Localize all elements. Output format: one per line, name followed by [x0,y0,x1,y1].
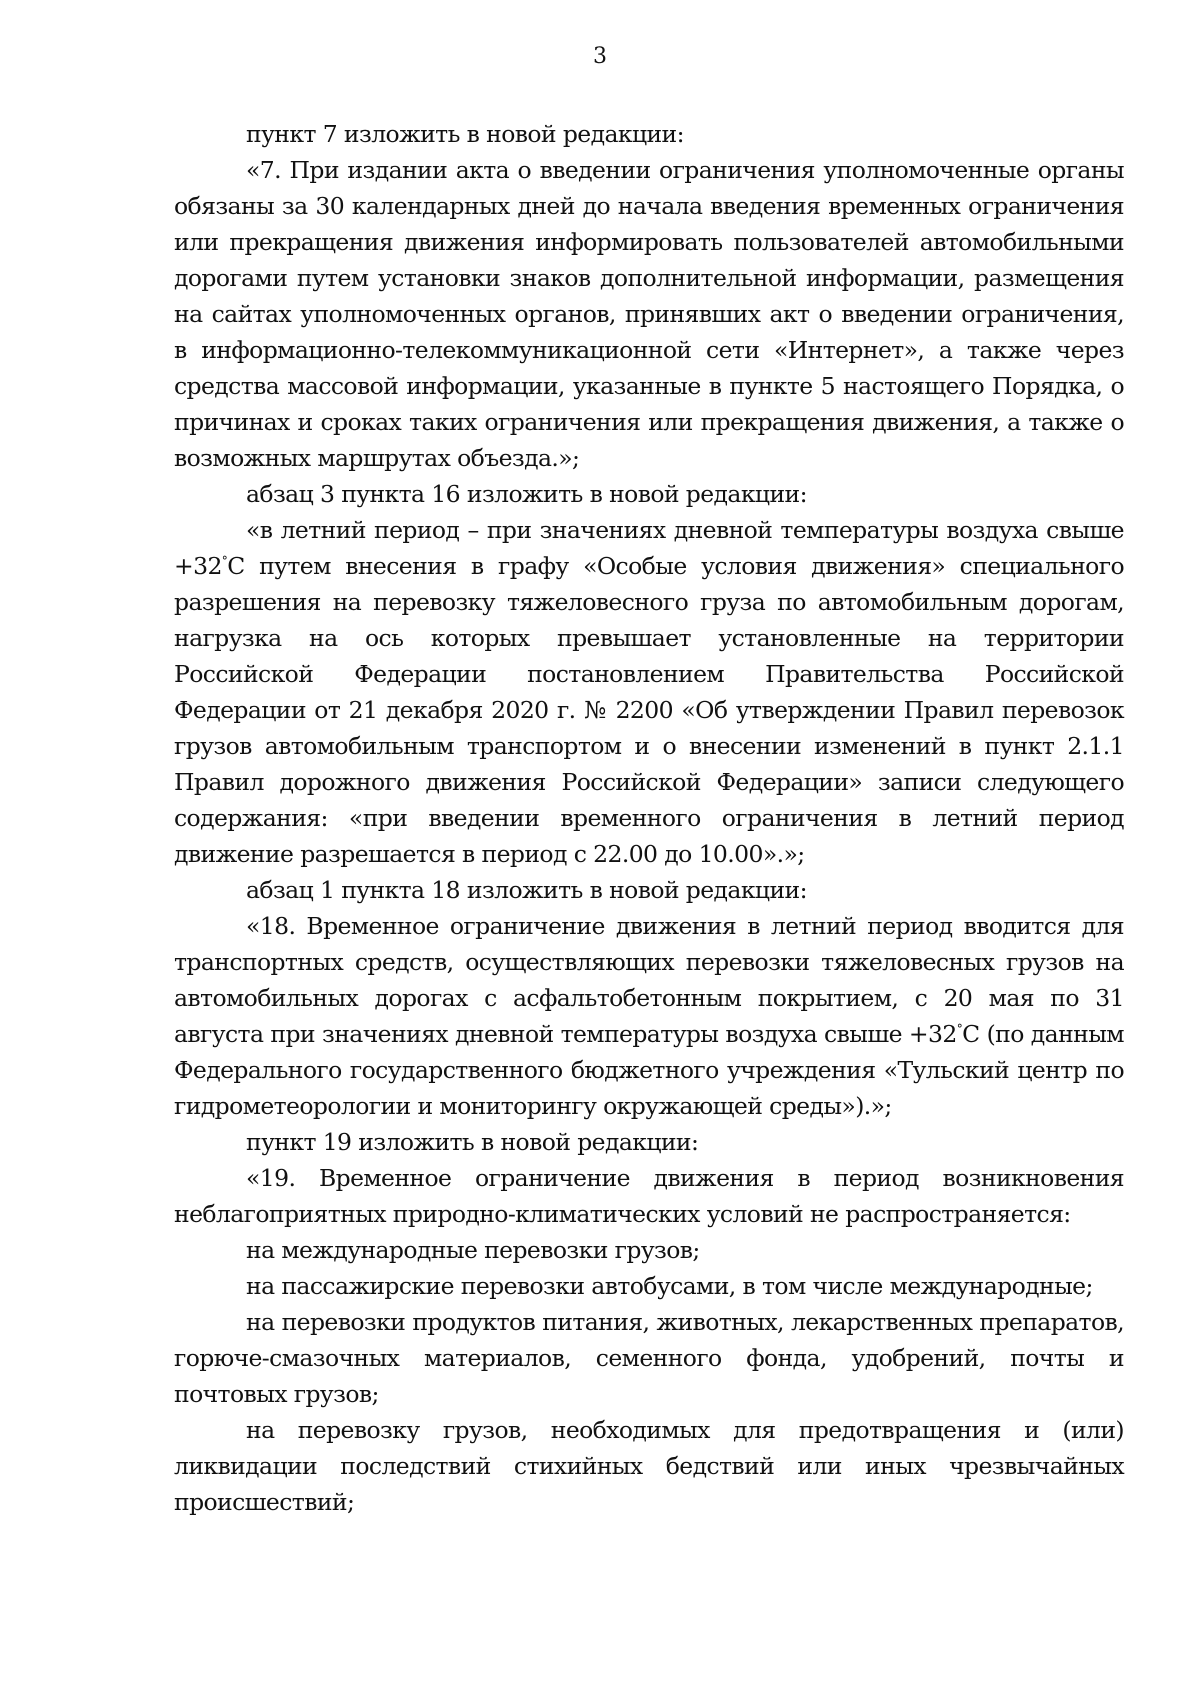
exemption-item-international-cargo: на международные перевозки грузов; [246,1236,700,1264]
exemption-item-food-and-goods: на перевозки продуктов питания, животных, лекарственных препаратов, горюче-смазочных материалов, семенного фонда, удобрений, почты и почтовых грузов; [174,1308,1124,1408]
amended-text-point-18 [174,908,1124,1124]
document-body [174,116,1124,1520]
exemption-item-passenger-buses: на пассажирские перевозки автобусами, в том числе международные; [246,1272,1093,1300]
degree-sign: ° [221,554,228,568]
amended-text-point-16 [174,512,1124,872]
page-number: 3 [593,44,607,69]
amended-text-point-7: «7. При издании акта о введении ограничения уполномоченные органы обязаны за 30 календарных дней до начала введения временных ограничения или прекращения движения информировать пользователей автомобильными дорогами путем установки знаков дополнительной информации, размещения на сайтах уполномоченных органов, принявших акт о введении ограничения, в информационно-телекоммуникационной сети «Интернет», а также через средства массовой информации, указанные в пункте 5 настоящего Порядка, о причинах и сроках таких ограничения или прекращения движения, а также о возможных маршрутах объезда.»; [174,156,1124,472]
amended-text-point-16-part-1: «в летний период – при значениях дневной температуры воздуха свыше +32 [174,516,1124,580]
amended-text-point-18-part-2: С (по данным Федерального государственного бюджетного учреждения «Тульский центр по гидрометеорологии и мониторингу окружающей среды»).»; [174,1020,1124,1120]
amendment-instruction-point-7: пункт 7 изложить в новой редакции: [246,120,684,148]
degree-sign: ° [956,1022,963,1036]
amended-text-point-18-part-1: «18. Временное ограничение движения в летний период вводится для транспортных средств, осуществляющих перевозки тяжеловесных грузов на автомобильных дорогах с асфальтобетонным покрытием, с 20 мая по 31 августа при значениях дневной температуры воздуха свыше +32 [174,912,1124,1048]
amendment-instruction-point-18: абзац 1 пункта 18 изложить в новой редакции: [246,876,807,904]
amendment-instruction-point-19: пункт 19 изложить в новой редакции: [246,1128,699,1156]
amended-text-point-19: «19. Временное ограничение движения в период возникновения неблагоприятных природно-климатических условий не распространяется: [174,1164,1124,1228]
exemption-item-emergency-cargo: на перевозку грузов, необходимых для предотвращения и (или) ликвидации последствий стихийных бедствий или иных чрезвычайных происшествий; [174,1416,1124,1516]
amendment-instruction-point-16: абзац 3 пункта 16 изложить в новой редакции: [246,480,807,508]
amended-text-point-16-part-2: С путем внесения в графу «Особые условия движения» специального разрешения на перевозку тяжеловесного груза по автомобильным дорогам, нагрузка на ось которых превышает установленные на территории Российской Федерации постановлением Правительства Российской Федерации от 21 декабря 2020 г. № 2200 «Об утверждении Правил перевозок грузов автомобильным транспортом и о внесении изменений в пункт 2.1.1 Правил дорожного движения Российской Федерации» записи следующего содержания: «при введении временного ограничения в летний период движение разрешается в период с 22.00 до 10.00».»; [174,552,1124,868]
